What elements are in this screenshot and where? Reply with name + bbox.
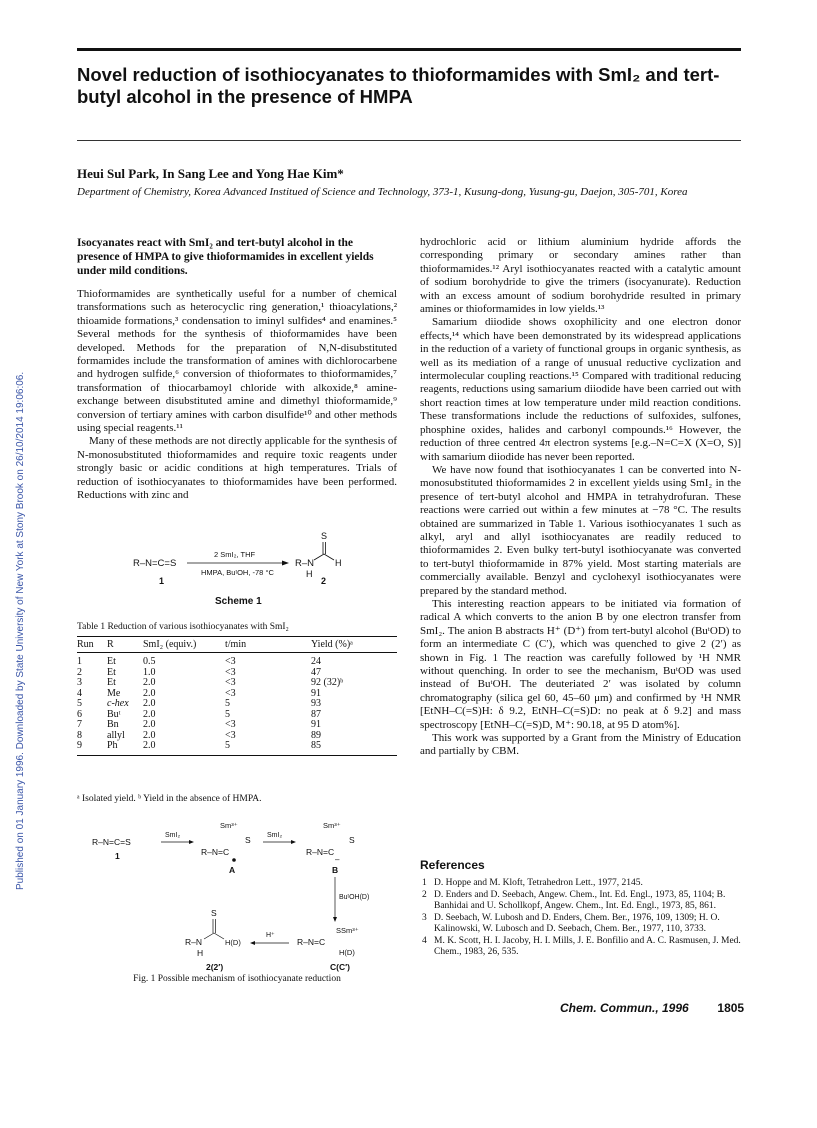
- svg-text:2(2′): 2(2′): [206, 962, 224, 972]
- svg-text:R–N=C: R–N=C: [297, 937, 326, 947]
- author-list: Heui Sul Park, In Sang Lee and Yong Hae Kim*: [77, 166, 344, 181]
- table-header-row: [77, 637, 397, 653]
- reference-item: 4 M. K. Scott, H. I. Jacoby, H. I. Mills, J. E. Bonfilio and A. C. Rasmusen, J. Med. Chem., 1983, 26, 535.: [422, 935, 741, 957]
- svg-text:H: H: [335, 558, 342, 568]
- body-paragraph: hydrochloric acid or lithium aluminium hydride affords the corresponding primary or secondary amines rather than thioformamides.¹² Aryl isothiocyanates reacted with a catalytic amount of sodium borohydride to give the trimers (isocyanurate). Reduction with an excess amount of sodium borohydride resulted in primary amines or thioformamides in low yields.¹³: [420, 236, 741, 316]
- svg-text:H⁺: H⁺: [266, 932, 275, 939]
- table-row: 9 Ph 2.0 5 85: [77, 740, 321, 751]
- reagent-bottom: HMPA, BuᵗOH, -78 °C: [201, 568, 274, 577]
- scheme-1-diagram: [77, 520, 397, 610]
- svg-text:SSm³⁺: SSm³⁺: [336, 926, 359, 935]
- svg-text:A: A: [229, 865, 236, 875]
- table-row: 3 Et 2.0 <3 92 (32)ᵇ: [77, 677, 344, 688]
- svg-text:R–N=C: R–N=C: [201, 847, 230, 857]
- table-row: 4 Me 2.0 <3 91: [77, 687, 321, 699]
- reactant-label: R–N=C=S: [133, 558, 177, 569]
- svg-text:Sm³⁺: Sm³⁺: [323, 821, 341, 830]
- compound-2-label: 2: [321, 576, 327, 586]
- page-number: 1805: [717, 1001, 745, 1015]
- compound-1-label: 1: [159, 576, 165, 586]
- references-heading: References: [420, 858, 485, 872]
- svg-text:S: S: [349, 835, 355, 845]
- svg-text:H: H: [197, 948, 204, 958]
- svg-text:C(C′): C(C′): [330, 962, 350, 972]
- table-caption: Table 1 Reduction of various isothiocyanates with SmI₂: [77, 622, 289, 632]
- svg-text:SmI₂: SmI₂: [267, 832, 283, 839]
- svg-text:R–N: R–N: [295, 558, 315, 569]
- reference-item: 2 D. Enders and D. Seebach, Angew. Chem., Int. Ed. Engl., 1973, 85, 1104; B. Banhidai and U. Schollkopf, Angew. Chem., Int. Ed. Engl., 1973, 85, 861.: [422, 889, 726, 911]
- results-table: [77, 636, 397, 756]
- svg-text:–: –: [335, 855, 340, 864]
- table-row: 2 Et 1.0 <3 47: [77, 666, 321, 678]
- table-row: 8 allyl 2.0 <3 89: [77, 729, 321, 741]
- table-row: 1 Et 0.5 <3 24: [77, 656, 321, 667]
- reference-item: 1 D. Hoppe and M. Kloft, Tetrahedron Lett., 1977, 2145.: [422, 878, 643, 888]
- svg-text:BuᵗOH(D): BuᵗOH(D): [339, 894, 370, 901]
- svg-text:1: 1: [115, 851, 120, 861]
- table-row: 6 Buᵗ 2.0 5 87: [77, 708, 321, 720]
- figure-caption: Fig. 1 Possible mechanism of isothiocyanate reduction: [133, 974, 341, 984]
- acknowledgement: This work was supported by a Grant from the Ministry of Education and partially by CBM.: [420, 732, 741, 758]
- body-paragraph: Thioformamides are synthetically useful for a number of chemical transformations such as heterocyclic ring generation,¹ thioacylations,² thioamide formations,³ condensation to iminyl sulfides⁴ and enamines.⁵ Several methods for the synthesis of thioformamides have been developed. Methods for the preparation of N,N-disubstituted formamides include the transformation of amines with dichlorocarbene and hydrogen sulfide,⁶ conversion of thioformates to thioformamides,⁷ transformation of thiocarbamoyl chloride with alkoxide,⁸ amine-exchange between disubstituted amine and dimethyl thioformamide,⁹ conversion of tertiary amines with carbon disulfide¹⁰ and other methods using special reagents.¹¹: [77, 288, 397, 435]
- mechanism-figure: [77, 815, 397, 980]
- page-footer: [560, 1001, 744, 1015]
- svg-text:R–N=C: R–N=C: [306, 847, 335, 857]
- col-header: t/min: [225, 639, 247, 650]
- affiliation: Department of Chemistry, Korea Advanced Institued of Science and Technology, 373-1, Kusung-dong, Yusung-gu, Daejon, 305-701, Korea: [77, 186, 688, 198]
- body-paragraph: Samarium diiodide shows oxophilicity and one electron donor effects,¹⁴ which have been demonstrated by its widespread applications in the reduction of a variety of functional groups in organic synthesis, as well as its mediation of a range of unusual reductive cyclization and intermolecular coupling reactions.¹⁵ Compared with traditional reducing reagents, reductions using samarium diiodide have been carried out with short reaction times at low temperature under mild reaction conditions. These transformations include the reductions of sulfoxides, sulfones, phosphine oxides, halides and carbonyl compounds.¹⁶ However, the reduction of three centred 4π electron systems [e.g.–N=C=X (X=O, S)] with samarium diiodide has never been reported.: [420, 316, 741, 463]
- title-rule: [77, 140, 741, 141]
- col-header: Yield (%)ᵃ: [311, 639, 353, 650]
- reagent-top: 2 SmI₂, THF: [214, 550, 256, 559]
- svg-text:S: S: [321, 531, 328, 541]
- article-title: Novel reduction of isothiocyanates to thioformamides with SmI₂ and tert-butyl alcohol in the presence of HMPA: [77, 64, 720, 107]
- svg-text:H(D): H(D): [339, 948, 355, 957]
- svg-text:H: H: [306, 569, 313, 579]
- svg-text:SmI₂: SmI₂: [165, 832, 181, 839]
- body-paragraph: We have now found that isothiocyanates 1 can be converted into N-monosubstituted thioformamides 2 in excellent yields using SmI₂ in the presence of tert-butyl alcohol and HMPA in tetrahydrofuran. These reactions were carried out within a few minutes at −78 °C. The results obtained are summarized in Table 1. Various isothiocyanates 1 such as alkyl, aryl and allyl isothiocyanates are readily reduced to thioformamides 2. Even bulky tert-butyl isothiocyanate was converted to tert-butyl thioformamide in 87% yield. Most starting materials are commercially available. Benzyl and cyclohexyl isothiocyanates were prepared by the standard method.: [420, 463, 741, 597]
- col-header: SmI₂ (equiv.): [143, 639, 197, 650]
- svg-text:R–N=C=S: R–N=C=S: [92, 837, 131, 847]
- body-paragraph: Many of these methods are not directly applicable for the synthesis of N-monosubstituted thioformamides and require toxic reagents under strongly basic or acidic conditions at high temperatures. Trials of reduction of isothiocyanates to thioformamides have been performed. Reductions with zinc and: [77, 435, 397, 502]
- arrow-head-icon: [282, 561, 289, 566]
- journal-citation: Chem. Commun., 1996: [560, 1001, 689, 1015]
- table-row: 5 c-hex 2.0 5 93: [77, 698, 321, 709]
- right-column: [420, 236, 741, 759]
- table-footnote: ᵃ Isolated yield. ᵇ Yield in the absence of HMPA.: [77, 794, 262, 804]
- table-row: 7 Bn 2.0 <3 91: [77, 719, 321, 730]
- svg-text:S: S: [245, 835, 251, 845]
- abstract: Isocyanates react with SmI₂ and tert-butyl alcohol in the presence of HMPA to give thioformamides in excellent yields under mild conditions.: [77, 237, 374, 277]
- body-paragraph: This interesting reaction appears to be initiated via formation of radical A which converts to the anion B by one electron transfer from SmI₂. The anion B abstracts H⁺ (D⁺) from tert-butyl alcohol (BuᵗOD) to form an intermediate C (C′), which was quenched to give 2 (2′) as shown in Fig. 1 The reaction was carefully followed by ¹H NMR without quenching. In order to see the mechanism, BuᵗOD was used instead of BuᵗOH. The deuteriated 2′ was isolated by column chromatography (silica gel 60, 45–60 μm) and confirmed by ¹H NMR [EtNH–C(=S)H: δ 9.2, EtNH–C(=S)D: no peak at δ 9.2] and mass spectroscopy [EtNH–C(=S)D, M⁺: 90.18, at 95 D atom%].: [420, 597, 741, 731]
- svg-text:Sm³⁺: Sm³⁺: [220, 821, 238, 830]
- svg-text:H(D): H(D): [225, 938, 241, 947]
- left-column: [77, 236, 397, 503]
- top-rule: [77, 48, 741, 51]
- svg-text:S: S: [211, 908, 217, 918]
- reference-item: 3 D. Seebach, W. Lubosh and D. Enders, Chem. Ber., 1976, 109, 1309; H. O. Kalinowski, W. Lubosch and D. Seebach, Chem. Ber., 1977, 110, 3733.: [422, 912, 720, 934]
- svg-text:R–N: R–N: [185, 937, 203, 947]
- scheme-caption: Scheme 1: [215, 596, 262, 607]
- col-header: Run: [77, 639, 94, 650]
- svg-text:B: B: [332, 865, 339, 875]
- reference-list: [420, 878, 741, 959]
- download-watermark: Published on 01 January 1996. Downloaded by State University of New York at Stony Brook on 26/10/2014 19:06:06.: [15, 371, 26, 890]
- col-header: R: [107, 639, 114, 650]
